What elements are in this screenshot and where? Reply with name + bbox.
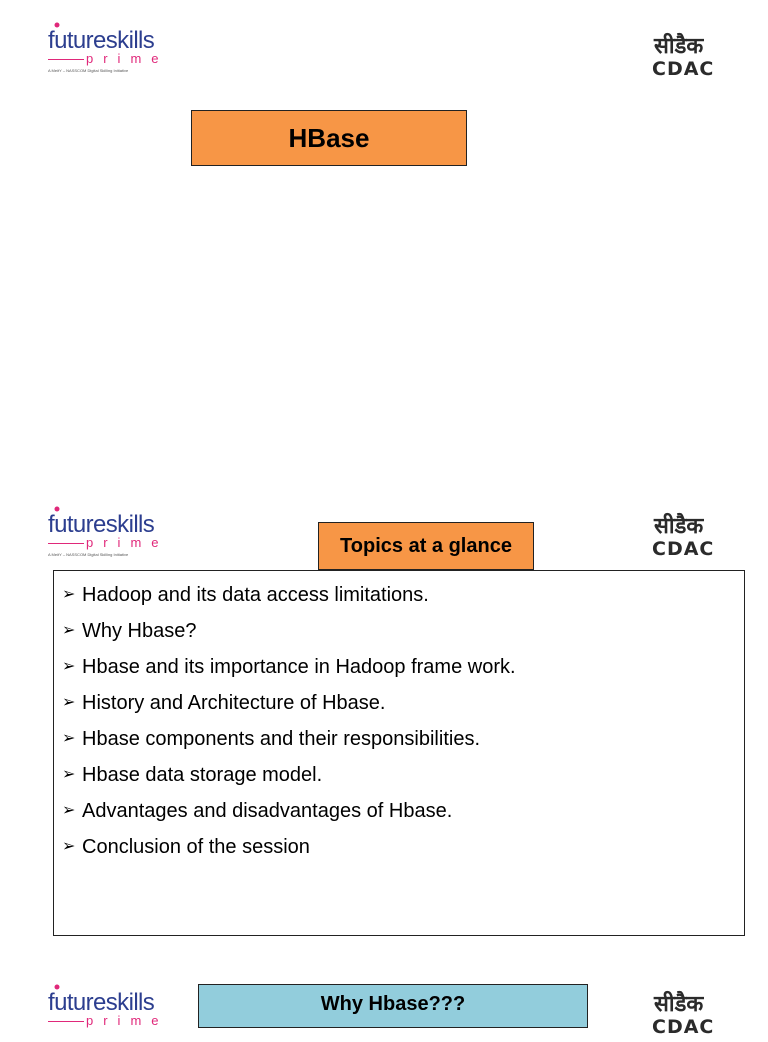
futureskills-wordmark: futureskills: [48, 27, 155, 54]
cdac-logo: [652, 34, 728, 84]
arrow-bullet-icon: ➢: [62, 622, 76, 639]
list-item: ➢ Conclusion of the session: [62, 829, 744, 865]
why-hbase-heading: Why Hbase???: [320, 993, 466, 1015]
list-item: ➢ Why Hbase?: [62, 613, 744, 649]
list-item: ➢ Hadoop and its data access limitations.: [62, 577, 744, 613]
slide-1: [0, 0, 768, 480]
arrow-bullet-icon: ➢: [62, 694, 76, 711]
cdac-latin: CDAC: [652, 58, 715, 80]
arrow-bullet-icon: ➢: [62, 802, 76, 819]
list-item: ➢ History and Architecture of Hbase.: [62, 685, 744, 721]
slide-title: HBase: [288, 122, 370, 153]
futureskills-prime: prime: [86, 51, 169, 66]
futureskills-prime: prime: [86, 1013, 169, 1028]
cdac-hindi: सीडैक: [654, 992, 704, 1017]
cdac-latin: CDAC: [652, 1016, 715, 1038]
cdac-latin: CDAC: [652, 538, 715, 560]
topics-list: [54, 571, 744, 865]
topics-content-box: [53, 570, 745, 936]
arrow-bullet-icon: ➢: [62, 730, 76, 747]
futureskills-logo: [48, 508, 168, 564]
cdac-hindi: सीडैक: [654, 34, 704, 59]
arrow-bullet-icon: ➢: [62, 766, 76, 783]
futureskills-logo: [48, 986, 168, 1042]
logo-divider: [48, 543, 84, 544]
topics-heading: Topics at a glance: [340, 534, 512, 557]
futureskills-tagline: A MeitY – NASSCOM Digital Skilling Initiative: [48, 68, 129, 73]
futureskills-logo: [48, 24, 168, 80]
list-item: ➢ Hbase and its importance in Hadoop frame work.: [62, 649, 744, 685]
logo-divider: [48, 1021, 84, 1022]
logo-divider: [48, 59, 84, 60]
futureskills-wordmark: futureskills: [48, 511, 155, 538]
list-item: ➢ Hbase data storage model.: [62, 757, 744, 793]
slide-title-box: [191, 110, 467, 166]
why-hbase-heading-box: [198, 984, 588, 1028]
slide-2: [0, 480, 768, 960]
arrow-bullet-icon: ➢: [62, 838, 76, 855]
futureskills-tagline: A MeitY – NASSCOM Digital Skilling Initiative: [48, 552, 129, 557]
cdac-hindi: सीडैक: [654, 514, 704, 539]
arrow-bullet-icon: ➢: [62, 586, 76, 603]
cdac-logo: [652, 992, 728, 1042]
topics-heading-box: [318, 522, 534, 570]
arrow-bullet-icon: ➢: [62, 658, 76, 675]
list-item: ➢ Advantages and disadvantages of Hbase.: [62, 793, 744, 829]
list-item: ➢ Hbase components and their responsibilities.: [62, 721, 744, 757]
cdac-logo: [652, 514, 728, 564]
futureskills-prime: prime: [86, 535, 169, 550]
futureskills-wordmark: futureskills: [48, 989, 155, 1016]
slide-3: [0, 960, 768, 1038]
